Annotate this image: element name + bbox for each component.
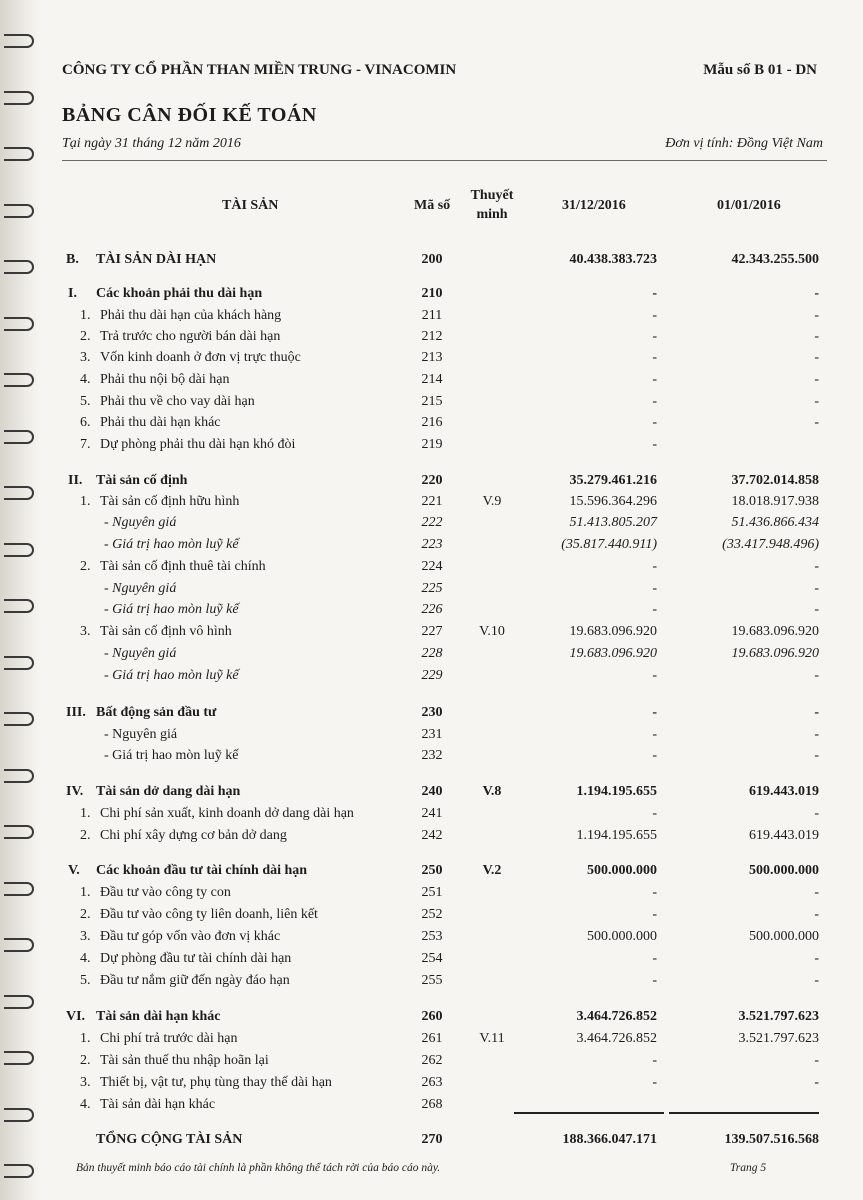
row-code: 211 — [421, 308, 443, 323]
row-number: 4. — [80, 951, 91, 966]
row-value-current: - — [652, 806, 657, 821]
row-note: V.8 — [482, 784, 502, 799]
row-label: Các khoản đầu tư tài chính dài hạn — [96, 863, 308, 878]
row-number: VI. — [66, 1009, 86, 1024]
company-name: CÔNG TY CỔ PHẦN THAN MIỀN TRUNG - VINACOMIN — [62, 62, 457, 78]
row-code: 230 — [421, 705, 443, 720]
row-label: Đầu tư góp vốn vào đơn vị khác — [100, 929, 281, 944]
row-code: 263 — [421, 1075, 443, 1090]
column-header-code: Mã số — [414, 198, 451, 213]
row-value-prior: 619.443.019 — [749, 828, 819, 843]
row-code: 213 — [421, 350, 443, 365]
table-row — [62, 927, 827, 947]
row-number: 2. — [80, 1053, 91, 1068]
binding-ring — [4, 34, 34, 48]
row-label: Trả trước cho người bán dài hạn — [100, 329, 281, 344]
row-value-prior: - — [814, 951, 819, 966]
row-label: Dự phòng phải thu dài hạn khó đòi — [100, 437, 296, 452]
table-row — [62, 471, 827, 491]
row-number: 6. — [80, 415, 91, 430]
row-label: TỔNG CỘNG TÀI SẢN — [96, 1132, 243, 1147]
spiral-binding — [0, 0, 40, 1200]
binding-ring — [4, 825, 34, 839]
binding-ring — [4, 656, 34, 670]
row-value-prior: 3.521.797.623 — [738, 1009, 819, 1024]
row-value-current: - — [652, 437, 657, 452]
row-value-current: - — [652, 581, 657, 596]
row-number: 1. — [80, 494, 91, 509]
binding-ring — [4, 599, 34, 613]
row-value-prior: 619.443.019 — [749, 784, 819, 799]
row-code: 255 — [421, 973, 443, 988]
binding-ring — [4, 938, 34, 952]
binding-ring — [4, 373, 34, 387]
table-row — [62, 600, 827, 620]
total-underline-current — [514, 1112, 664, 1114]
table-row — [62, 579, 827, 599]
row-code: 251 — [421, 885, 443, 900]
table-row — [62, 883, 827, 903]
row-code: 242 — [421, 828, 443, 843]
total-underline-prior — [669, 1112, 819, 1114]
row-value-current: - — [652, 907, 657, 922]
row-value-prior: - — [814, 907, 819, 922]
row-code: 210 — [421, 286, 443, 301]
table-row — [62, 949, 827, 969]
row-number: I. — [68, 286, 77, 301]
row-code: 252 — [421, 907, 443, 922]
row-label: Chi phí sản xuất, kinh doanh dở dang dài hạn — [100, 806, 354, 821]
row-label: Phải thu dài hạn khác — [100, 415, 221, 430]
row-value-prior: 19.683.096.920 — [731, 646, 819, 661]
table-row — [62, 1130, 827, 1150]
table-row — [62, 1073, 827, 1093]
row-number: 3. — [80, 350, 91, 365]
row-number: 2. — [80, 559, 91, 574]
table-row — [62, 392, 827, 412]
row-value-current: 19.683.096.920 — [569, 646, 657, 661]
row-value-current: - — [652, 329, 657, 344]
column-header-note-line2: minh — [476, 207, 508, 222]
page-number: Trang 5 — [730, 1162, 767, 1174]
row-value-current: - — [652, 602, 657, 617]
row-value-prior: - — [814, 350, 819, 365]
row-value-current: 35.279.461.216 — [569, 473, 657, 488]
table-row — [62, 804, 827, 824]
row-label: Tài sản cố định vô hình — [100, 624, 232, 639]
row-code: 221 — [421, 494, 443, 509]
table-row — [62, 725, 827, 745]
binding-ring — [4, 1164, 34, 1178]
row-note: V.2 — [482, 863, 502, 878]
table-row — [62, 905, 827, 925]
binding-ring — [4, 995, 34, 1009]
row-label: - Giá trị hao mòn luỹ kế — [104, 602, 239, 617]
row-value-current: - — [652, 415, 657, 430]
row-label: - Nguyên giá — [104, 581, 177, 596]
binding-ring — [4, 543, 34, 557]
row-value-current: - — [652, 748, 657, 763]
row-number: 1. — [80, 806, 91, 821]
row-code: 223 — [421, 537, 443, 552]
row-value-prior: - — [814, 372, 819, 387]
row-label: - Nguyên giá — [104, 727, 178, 742]
row-value-current: 500.000.000 — [587, 863, 657, 878]
row-number: 2. — [80, 329, 91, 344]
row-label: Chi phí xây dựng cơ bản dở dang — [100, 828, 287, 843]
row-number: III. — [66, 705, 86, 720]
row-value-prior: 37.702.014.858 — [731, 473, 819, 488]
row-value-current: (35.817.440.911) — [561, 537, 657, 552]
table-row — [62, 306, 827, 326]
row-value-prior: 51.436.866.434 — [731, 515, 819, 530]
table-row — [62, 826, 827, 846]
row-value-prior: - — [814, 286, 819, 301]
table-row — [62, 284, 827, 304]
row-number: 3. — [80, 624, 91, 639]
row-value-prior: - — [814, 885, 819, 900]
row-label: Bất động sản đầu tư — [96, 705, 217, 720]
binding-ring — [4, 204, 34, 218]
row-value-prior: - — [814, 308, 819, 323]
row-number: 4. — [80, 372, 91, 387]
table-row — [62, 861, 827, 881]
row-value-current: - — [652, 559, 657, 574]
row-label: Phải thu dài hạn của khách hàng — [100, 308, 282, 323]
row-code: 229 — [421, 668, 443, 683]
binding-ring — [4, 486, 34, 500]
row-value-current: - — [652, 1053, 657, 1068]
row-code: 212 — [421, 329, 443, 344]
row-label: Chi phí trả trước dài hạn — [100, 1031, 238, 1046]
row-value-current: - — [652, 668, 657, 683]
column-header-asset: TÀI SẢN — [222, 198, 279, 213]
table-row — [62, 435, 827, 455]
table-row — [62, 1007, 827, 1027]
row-value-prior: - — [814, 668, 819, 683]
table-row — [62, 535, 827, 555]
row-value-prior: 19.683.096.920 — [731, 624, 819, 639]
row-number: 5. — [80, 394, 91, 409]
table-row — [62, 1051, 827, 1071]
column-header-prior: 01/01/2016 — [717, 198, 781, 213]
row-label: Tài sản cố định hữu hình — [100, 494, 240, 509]
row-value-prior: - — [814, 394, 819, 409]
row-label: - Nguyên giá — [104, 646, 177, 661]
row-value-current: 188.366.047.171 — [562, 1132, 657, 1147]
row-number: 1. — [80, 308, 91, 323]
document-title: BẢNG CÂN ĐỐI KẾ TOÁN — [62, 104, 317, 126]
row-value-current: 3.464.726.852 — [576, 1009, 657, 1024]
row-value-prior: 42.343.255.500 — [731, 252, 819, 267]
row-label: Tài sản dở dang dài hạn — [96, 784, 241, 799]
row-label: Dự phòng đầu tư tài chính dài hạn — [100, 951, 292, 966]
binding-ring — [4, 769, 34, 783]
row-code: 226 — [421, 602, 443, 617]
row-code: 215 — [421, 394, 443, 409]
row-note: V.11 — [479, 1031, 505, 1046]
balance-sheet-page — [62, 0, 827, 1200]
table-row — [62, 971, 827, 991]
table-row — [62, 644, 827, 664]
table-row — [62, 513, 827, 533]
table-row — [62, 348, 827, 368]
row-value-prior: 3.521.797.623 — [738, 1031, 819, 1046]
row-code: 260 — [421, 1009, 443, 1024]
row-number: IV. — [66, 784, 84, 799]
row-value-prior: 500.000.000 — [749, 863, 819, 878]
table-row — [62, 250, 827, 270]
row-label: - Nguyên giá — [104, 515, 177, 530]
row-label: Phải thu nội bộ dài hạn — [100, 372, 230, 387]
binding-ring — [4, 430, 34, 444]
row-code: 261 — [421, 1031, 443, 1046]
table-row — [62, 370, 827, 390]
row-value-prior: - — [814, 1075, 819, 1090]
row-code: 200 — [421, 252, 443, 267]
row-value-prior: - — [814, 973, 819, 988]
row-code: 240 — [421, 784, 443, 799]
row-code: 250 — [421, 863, 443, 878]
row-label: TÀI SẢN DÀI HẠN — [96, 252, 217, 267]
binding-ring — [4, 147, 34, 161]
row-code: 222 — [421, 515, 443, 530]
row-note: V.9 — [482, 494, 502, 509]
row-value-current: 1.194.195.655 — [576, 828, 657, 843]
table-row — [62, 492, 827, 512]
row-code: 224 — [421, 559, 443, 574]
row-code: 231 — [421, 727, 443, 742]
table-row — [62, 746, 827, 766]
row-value-current: - — [652, 394, 657, 409]
row-value-current: 500.000.000 — [587, 929, 657, 944]
table-row — [62, 557, 827, 577]
row-code: 241 — [421, 806, 443, 821]
row-number: 4. — [80, 1097, 91, 1112]
row-number: B. — [66, 252, 79, 267]
row-value-prior: - — [814, 559, 819, 574]
row-value-current: - — [652, 350, 657, 365]
row-number: 3. — [80, 929, 91, 944]
currency-unit: Đơn vị tính: Đồng Việt Nam — [665, 136, 823, 151]
row-value-current: 3.464.726.852 — [576, 1031, 657, 1046]
binding-ring — [4, 712, 34, 726]
row-number: 5. — [80, 973, 91, 988]
row-code: 214 — [421, 372, 443, 387]
row-code: 219 — [421, 437, 443, 452]
row-label: Đầu tư vào công ty liên doanh, liên kết — [100, 907, 318, 922]
row-code: 225 — [421, 581, 443, 596]
row-label: Phải thu về cho vay dài hạn — [100, 394, 255, 409]
row-value-current: - — [652, 372, 657, 387]
row-number: 3. — [80, 1075, 91, 1090]
table-row — [62, 413, 827, 433]
binding-ring — [4, 1051, 34, 1065]
row-code: 268 — [421, 1097, 443, 1112]
row-value-prior: 500.000.000 — [749, 929, 819, 944]
row-value-current: - — [652, 973, 657, 988]
row-code: 232 — [421, 748, 443, 763]
row-label: Vốn kinh doanh ở đơn vị trực thuộc — [100, 350, 301, 365]
row-code: 220 — [421, 473, 443, 488]
binding-ring — [4, 91, 34, 105]
row-label: Các khoản phải thu dài hạn — [96, 286, 263, 301]
binding-ring — [4, 1108, 34, 1122]
footer-note: Bản thuyết minh báo cáo tài chính là phần không thể tách rời của báo cáo này. — [76, 1162, 441, 1174]
report-date: Tại ngày 31 tháng 12 năm 2016 — [62, 136, 241, 151]
row-value-prior: - — [814, 329, 819, 344]
row-label: Tài sản dài hạn khác — [100, 1097, 216, 1112]
row-value-prior: 18.018.917.938 — [731, 494, 819, 509]
row-value-current: - — [652, 1075, 657, 1090]
row-value-current: - — [652, 705, 657, 720]
row-label: Đầu tư vào công ty con — [100, 885, 231, 900]
row-note: V.10 — [479, 624, 505, 639]
row-number: 2. — [80, 828, 91, 843]
row-label: Thiết bị, vật tư, phụ tùng thay thế dài hạn — [100, 1075, 332, 1090]
column-header-note-line1: Thuyết — [470, 188, 514, 203]
table-row — [62, 782, 827, 802]
binding-ring — [4, 882, 34, 896]
row-label: - Giá trị hao mòn luỹ kế — [104, 748, 239, 763]
row-value-prior: - — [814, 806, 819, 821]
row-code: 227 — [421, 624, 443, 639]
row-value-current: 1.194.195.655 — [576, 784, 657, 799]
row-value-current: - — [652, 308, 657, 323]
row-number: 7. — [80, 437, 91, 452]
column-header-current: 31/12/2016 — [562, 198, 626, 213]
row-value-prior: 139.507.516.568 — [724, 1132, 819, 1147]
row-code: 228 — [421, 646, 443, 661]
row-value-current: - — [652, 727, 657, 742]
form-number: Mẫu số B 01 - DN — [703, 62, 817, 78]
row-label: - Giá trị hao mòn luỹ kế — [104, 537, 239, 552]
table-row — [62, 622, 827, 642]
row-label: Tài sản cố định thuê tài chính — [100, 559, 266, 574]
row-value-current: - — [652, 885, 657, 900]
row-value-prior: - — [814, 705, 819, 720]
table-row — [62, 1029, 827, 1049]
row-code: 270 — [421, 1132, 443, 1147]
row-value-prior: - — [814, 415, 819, 430]
row-number: II. — [68, 473, 83, 488]
row-label: Đầu tư nắm giữ đến ngày đáo hạn — [100, 973, 290, 988]
row-code: 262 — [421, 1053, 443, 1068]
binding-ring — [4, 260, 34, 274]
row-label: Tài sản dài hạn khác — [96, 1009, 221, 1024]
table-row — [62, 666, 827, 686]
row-value-prior: - — [814, 748, 819, 763]
row-value-prior: - — [814, 1053, 819, 1068]
column-header-note — [464, 186, 520, 224]
row-number: V. — [68, 863, 80, 878]
row-label: Tài sản thuế thu nhập hoãn lại — [100, 1053, 269, 1068]
row-value-current: - — [652, 951, 657, 966]
row-label: - Giá trị hao mòn luỹ kế — [104, 668, 239, 683]
header-divider — [62, 160, 827, 161]
row-value-current: 40.438.383.723 — [569, 252, 657, 267]
row-value-prior: - — [814, 727, 819, 742]
row-value-current: 15.596.364.296 — [569, 494, 657, 509]
row-value-prior: (33.417.948.496) — [722, 537, 819, 552]
row-value-current: 51.413.805.207 — [569, 515, 657, 530]
table-row — [62, 703, 827, 723]
row-value-prior: - — [814, 581, 819, 596]
row-code: 254 — [421, 951, 443, 966]
row-code: 216 — [421, 415, 443, 430]
row-label: Tài sản cố định — [96, 473, 188, 488]
row-number: 2. — [80, 907, 91, 922]
row-value-prior: - — [814, 602, 819, 617]
row-number: 1. — [80, 1031, 91, 1046]
row-code: 253 — [421, 929, 443, 944]
binding-ring — [4, 317, 34, 331]
row-number: 1. — [80, 885, 91, 900]
table-row — [62, 327, 827, 347]
row-value-current: - — [652, 286, 657, 301]
row-value-current: 19.683.096.920 — [569, 624, 657, 639]
